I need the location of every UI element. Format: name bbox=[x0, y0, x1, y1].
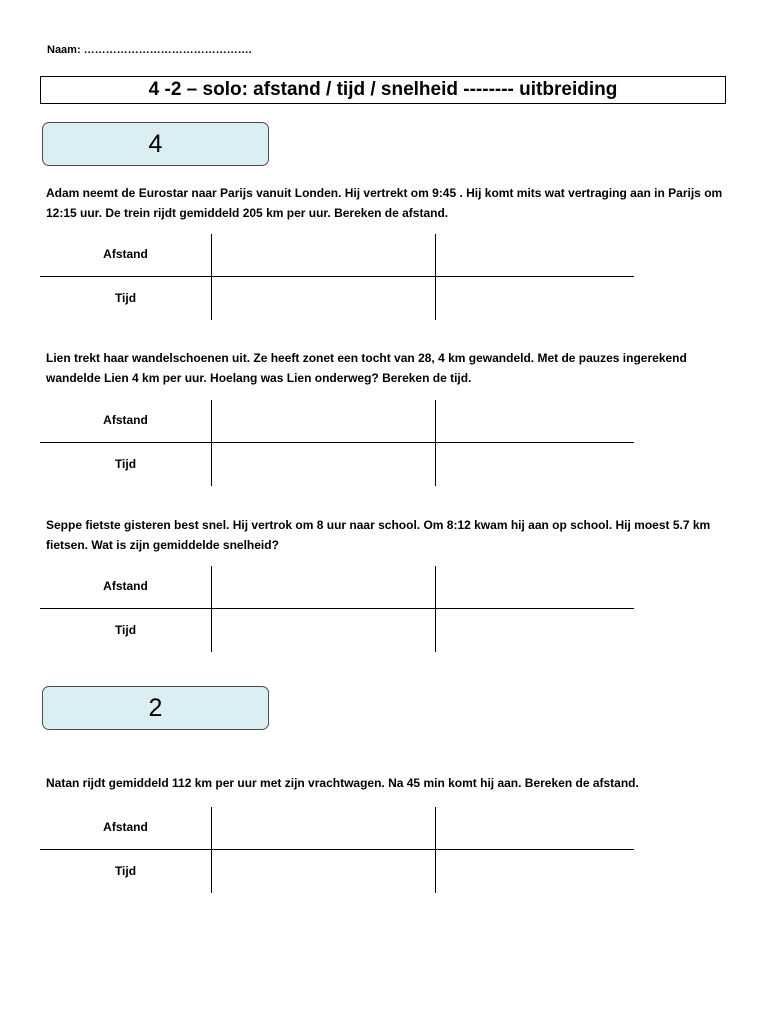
name-field-line: Naam: ………………………………………. bbox=[47, 44, 252, 56]
exercise-1-answer-grid bbox=[40, 234, 634, 320]
exercise-2-answer-grid bbox=[40, 400, 634, 486]
grid-divider bbox=[211, 234, 212, 320]
grid-divider bbox=[211, 400, 212, 486]
grid-divider bbox=[40, 849, 634, 850]
exercise-1-text: Adam neemt de Eurostar naar Parijs vanuit Londen. Hij vertrekt om 9:45 . Hij komt mits wat vertraging aan in Parijs om 12:15 uur. De trein rijdt gemiddeld 205 km per uur. Bereken de afstand. bbox=[46, 186, 723, 220]
row-label-tijd: Tijd bbox=[114, 291, 137, 305]
grid-divider bbox=[211, 566, 212, 652]
row-label-afstand: Afstand bbox=[103, 820, 148, 834]
grid-divider bbox=[435, 807, 436, 893]
grid-divider bbox=[40, 608, 634, 609]
exercise-2-text: Lien trekt haar wandelschoenen uit. Ze heeft zonet een tocht van 28, 4 km gewandeld. Met de pauzes ingerekend wandelde Lien 4 km per uur. Hoelang was Lien onderweg? Bereken de tijd. bbox=[46, 351, 687, 385]
exercise-4-text: Natan rijdt gemiddeld 112 km per uur met zijn vrachtwagen. Na 45 min komt hij aan. Bereken de afstand. bbox=[46, 776, 639, 790]
exercise-4-answer-grid bbox=[40, 807, 634, 893]
row-label-tijd: Tijd bbox=[114, 623, 137, 637]
level-badge-2: 2 bbox=[42, 686, 269, 730]
row-label-afstand: Afstand bbox=[103, 413, 148, 427]
grid-divider bbox=[435, 234, 436, 320]
grid-divider bbox=[211, 807, 212, 893]
row-label-tijd: Tijd bbox=[114, 457, 137, 471]
level-badge-4: 4 bbox=[42, 122, 269, 166]
worksheet-title: 4 -2 – solo: afstand / tijd / snelheid -------- uitbreiding bbox=[40, 76, 726, 104]
exercise-3-text: Seppe fietste gisteren best snel. Hij vertrok om 8 uur naar school. Om 8:12 kwam hij aan op school. Hij moest 5.7 km fietsen. Wat is zijn gemiddelde snelheid? bbox=[46, 518, 711, 552]
row-label-afstand: Afstand bbox=[103, 247, 148, 261]
grid-divider bbox=[435, 566, 436, 652]
grid-divider bbox=[40, 442, 634, 443]
row-label-afstand: Afstand bbox=[103, 579, 148, 593]
row-label-tijd: Tijd bbox=[114, 864, 137, 878]
exercise-3-answer-grid bbox=[40, 566, 634, 652]
grid-divider bbox=[40, 276, 634, 277]
grid-divider bbox=[435, 400, 436, 486]
